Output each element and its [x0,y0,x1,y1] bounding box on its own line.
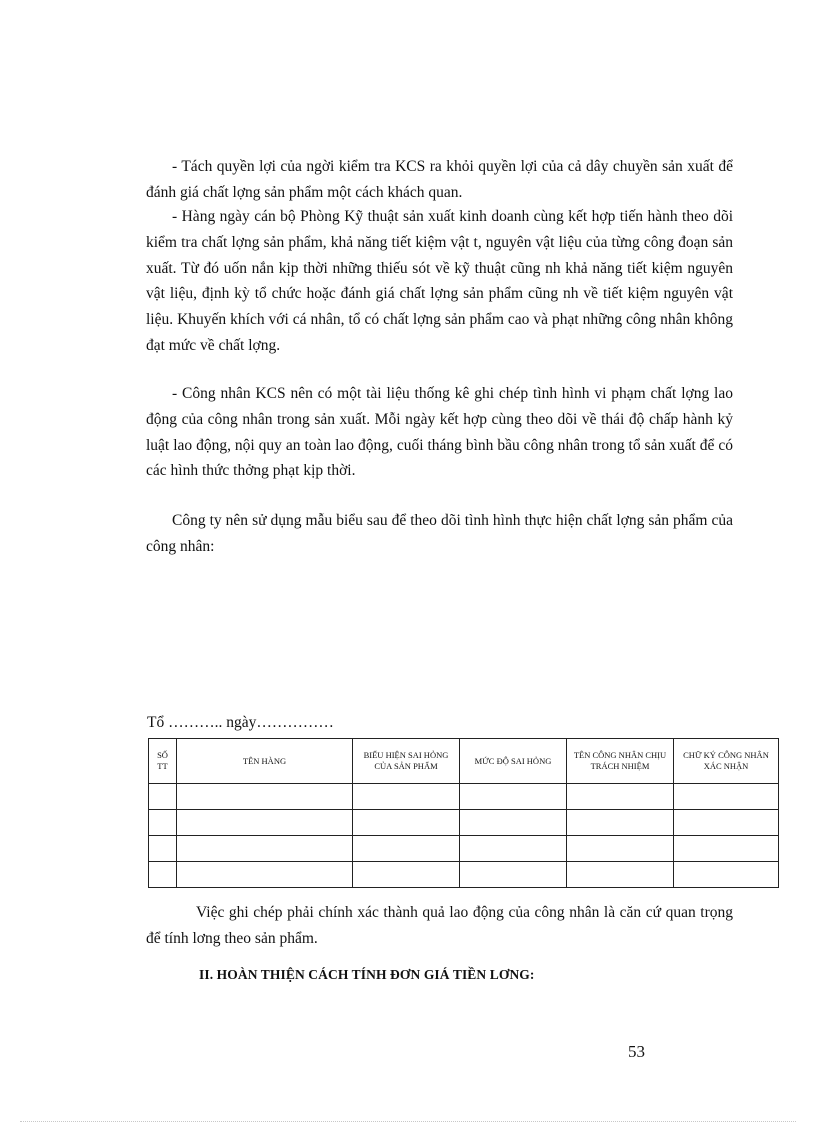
form-header-line: Tổ ……….. ngày…………… [147,714,334,731]
paragraph-kcs-records: - Công nhân KCS nên có một tài liệu thống kê ghi chép tình hình vi phạm chất lợng lao động của công nhân trong sản xuất. Mỗi ngày kết hợp cùng theo dõi về thái độ chấp hành kỷ luật lao động, nội quy an toàn lao động, cuối tháng bình bầu công nhân trong tổ sản xuất để có các hình thức thởng phạt kịp thời. [146,385,733,480]
table-row [149,784,779,810]
table-header-row [149,739,779,784]
column-header-responsible-worker: TÊN CÔNG NHÂN CHỊU TRÁCH NHIỆM [567,739,674,784]
table-cell [460,784,567,810]
section-heading: II. HOÀN THIỆN CÁCH TÍNH ĐƠN GIÁ TIỀN LƠNG: [199,967,535,982]
table-cell [567,836,674,862]
table-cell [674,784,779,810]
table-cell [460,810,567,836]
paragraph-kcs-separation: - Tách quyền lợi của ngời kiểm tra KCS ra khỏi quyền lợi của cả dây chuyền sản xuất để đánh giá chất lợng sản phẩm một cách khách quan. [146,158,733,201]
table-cell [567,784,674,810]
table-cell [149,836,177,862]
quality-log-table [148,738,779,888]
column-header-severity: MỨC ĐỘ SAI HỎNG [460,739,567,784]
table-cell [149,784,177,810]
table-cell [177,862,353,888]
page-bottom-rule [20,1121,796,1122]
table-cell [674,862,779,888]
table-cell [567,862,674,888]
paragraph-record-keeping: Việc ghi chép phải chính xác thành quả lao động của công nhân là căn cứ quan trọng để tính lơng theo sản phẩm. [146,904,733,947]
table-cell [460,836,567,862]
table-cell [177,810,353,836]
page-number: 53 [628,1042,645,1061]
table-cell [177,836,353,862]
table-cell [353,784,460,810]
column-header-stt: SỐ TT [149,739,177,784]
table-row [149,862,779,888]
table-row [149,836,779,862]
table-cell [149,862,177,888]
paragraph-form-intro: Công ty nên sử dụng mẫu biểu sau để theo dõi tình hình thực hiện chất lợng sản phẩm của công nhân: [146,512,733,555]
paragraph-daily-inspection: - Hàng ngày cán bộ Phòng Kỹ thuật sản xuất kinh doanh cùng kết hợp tiến hành theo dõi kiểm tra chất lợng sản phẩm, khả năng tiết kiệm vật t, nguyên vật liệu của từng công đoạn sản xuất. Từ đó uốn nắn kịp thời những thiếu sót về kỹ thuật cũng nh khả năng tiết kiệm nguyên vật liệu, định kỳ tổ chức hoặc đánh giá chất lợng sản phẩm cũng nh về tiết kiệm nguyên vật liệu. Khuyến khích với cá nhân, tổ có chất lợng sản phẩm cao và phạt những công nhân không đạt mức về chất lợng. [146,208,733,354]
column-header-defect: BIỂU HIỆN SAI HỎNG CỦA SẢN PHẨM [353,739,460,784]
table-cell [177,784,353,810]
table-cell [674,810,779,836]
table-cell [149,810,177,836]
table-cell [353,836,460,862]
table-cell [460,862,567,888]
column-header-signature: CHỮ KÝ CÔNG NHÂN XÁC NHẬN [674,739,779,784]
table-cell [353,810,460,836]
table-row [149,810,779,836]
column-header-product-name: TÊN HÀNG [177,739,353,784]
table-cell [674,836,779,862]
table-cell [353,862,460,888]
table-cell [567,810,674,836]
